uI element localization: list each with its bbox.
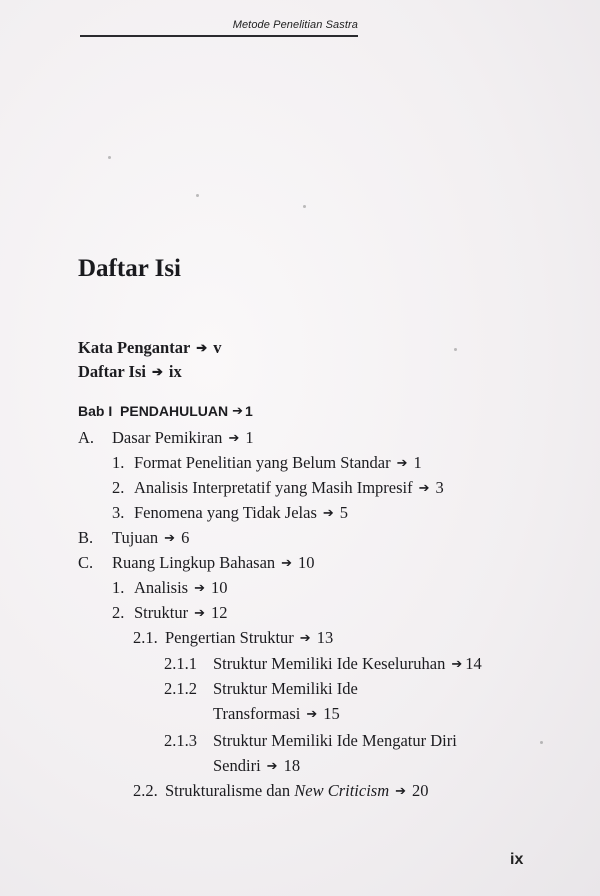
toc-entry-number: 2.2. bbox=[133, 781, 158, 800]
toc-entry-label: Ruang Lingkup Bahasan bbox=[112, 553, 276, 572]
toc-entry-number: 3. bbox=[112, 503, 125, 522]
arrow-icon: ➔ bbox=[395, 783, 407, 798]
page-number: ix bbox=[510, 851, 524, 868]
toc-entry-label: Struktur Memiliki Ide Mengatur Diri bbox=[213, 731, 457, 750]
arrow-icon: ➔ bbox=[151, 364, 163, 379]
toc-entry-page: 1 bbox=[413, 453, 422, 472]
toc-entry bbox=[112, 578, 228, 598]
toc-entry-number: 2. bbox=[112, 603, 125, 622]
header-rule bbox=[80, 35, 358, 37]
arrow-icon: ➔ bbox=[232, 403, 244, 418]
toc-entry-page: 15 bbox=[323, 704, 340, 723]
toc-entry-label: Sendiri bbox=[213, 756, 261, 775]
toc-entry bbox=[112, 453, 422, 473]
print-speck bbox=[303, 205, 306, 208]
print-speck bbox=[540, 741, 543, 744]
toc-entry-number: 2.1.3 bbox=[164, 731, 197, 750]
toc-entry-label: Tujuan bbox=[112, 528, 159, 547]
toc-entry-number: 2.1.2 bbox=[164, 679, 197, 698]
toc-entry bbox=[112, 603, 228, 623]
toc-entry-continuation bbox=[213, 756, 300, 776]
chapter-title: PENDAHULUAN bbox=[120, 403, 229, 419]
toc-entry bbox=[78, 553, 315, 573]
toc-entry-page: 5 bbox=[339, 503, 349, 522]
arrow-icon: ➔ bbox=[299, 630, 311, 645]
toc-entry bbox=[164, 654, 482, 674]
toc-entry bbox=[78, 428, 254, 448]
page-title: Daftar Isi bbox=[78, 255, 182, 282]
toc-entry-page: 14 bbox=[465, 654, 482, 673]
toc-entry-label: Transformasi bbox=[213, 704, 301, 723]
toc-entry-label: Daftar Isi bbox=[78, 362, 146, 381]
chapter-page: 1 bbox=[245, 403, 253, 419]
arrow-icon: ➔ bbox=[396, 455, 408, 470]
toc-entry-number: 2.1. bbox=[133, 628, 158, 647]
toc-entry-label: Strukturalisme dan bbox=[165, 781, 291, 800]
toc-entry-number: B. bbox=[78, 528, 94, 547]
arrow-icon: ➔ bbox=[196, 340, 208, 355]
arrow-icon: ➔ bbox=[418, 480, 430, 495]
toc-entry bbox=[164, 731, 457, 751]
print-speck bbox=[196, 194, 199, 197]
toc-entry-page: 1 bbox=[245, 428, 254, 447]
chapter-heading bbox=[78, 403, 253, 420]
toc-entry-front-2 bbox=[78, 362, 182, 382]
arrow-icon: ➔ bbox=[266, 758, 278, 773]
toc-entry-page: 20 bbox=[412, 781, 429, 800]
toc-entry-page: v bbox=[213, 338, 222, 357]
running-head: Metode Penelitian Sastra bbox=[232, 19, 358, 31]
toc-entry-continuation bbox=[213, 704, 340, 724]
arrow-icon: ➔ bbox=[194, 580, 205, 595]
toc-entry-label: Format Penelitian yang Belum Standar bbox=[134, 453, 391, 472]
toc-entry-number: 2.1.1 bbox=[164, 654, 197, 673]
toc-entry-page: 3 bbox=[435, 478, 444, 497]
toc-entry-label: Analisis bbox=[134, 578, 189, 597]
toc-entry-label: Struktur bbox=[134, 603, 189, 622]
toc-entry-label: Kata Pengantar bbox=[78, 338, 191, 357]
toc-entry-number: C. bbox=[78, 553, 94, 572]
toc-entry-number: 1. bbox=[112, 453, 125, 472]
arrow-icon: ➔ bbox=[451, 656, 463, 671]
toc-entry bbox=[78, 528, 189, 548]
toc-entry-label: Dasar Pemikiran bbox=[112, 428, 223, 447]
toc-entry-page: 13 bbox=[316, 628, 334, 647]
toc-entry-number: 1. bbox=[112, 578, 125, 597]
toc-entry-number: A. bbox=[78, 428, 95, 447]
arrow-icon: ➔ bbox=[164, 530, 176, 545]
toc-entry-page: 6 bbox=[181, 528, 190, 547]
toc-entry-page: 12 bbox=[211, 603, 228, 622]
toc-entry-number: 2. bbox=[112, 478, 125, 497]
arrow-icon: ➔ bbox=[281, 555, 293, 570]
arrow-icon: ➔ bbox=[194, 605, 205, 620]
toc-entry-label-italic: New Criticism bbox=[294, 781, 390, 800]
arrow-icon: ➔ bbox=[322, 505, 334, 520]
toc-entry bbox=[112, 503, 348, 523]
toc-entry bbox=[112, 478, 444, 498]
chapter-label: Bab I bbox=[78, 403, 113, 419]
toc-entry bbox=[133, 628, 333, 648]
print-speck bbox=[108, 156, 111, 159]
toc-entry-label: Fenomena yang Tidak Jelas bbox=[134, 503, 317, 522]
arrow-icon: ➔ bbox=[228, 430, 240, 445]
toc-entry-label: Struktur Memiliki Ide bbox=[213, 679, 358, 698]
toc-entry-label: Struktur Memiliki Ide Keseluruhan bbox=[213, 654, 446, 673]
toc-entry-front-1 bbox=[78, 338, 221, 358]
toc-entry bbox=[164, 679, 358, 699]
print-speck bbox=[454, 348, 457, 351]
toc-entry-label: Pengertian Struktur bbox=[165, 628, 294, 647]
toc-entry-label: Analisis Interpretatif yang Masih Impresif bbox=[134, 478, 413, 497]
arrow-icon: ➔ bbox=[306, 706, 318, 721]
toc-entry bbox=[133, 781, 429, 801]
toc-entry-page: 18 bbox=[283, 756, 301, 775]
toc-entry-page: 10 bbox=[298, 553, 315, 572]
toc-entry-page: ix bbox=[168, 362, 182, 381]
toc-entry-page: 10 bbox=[211, 578, 228, 597]
